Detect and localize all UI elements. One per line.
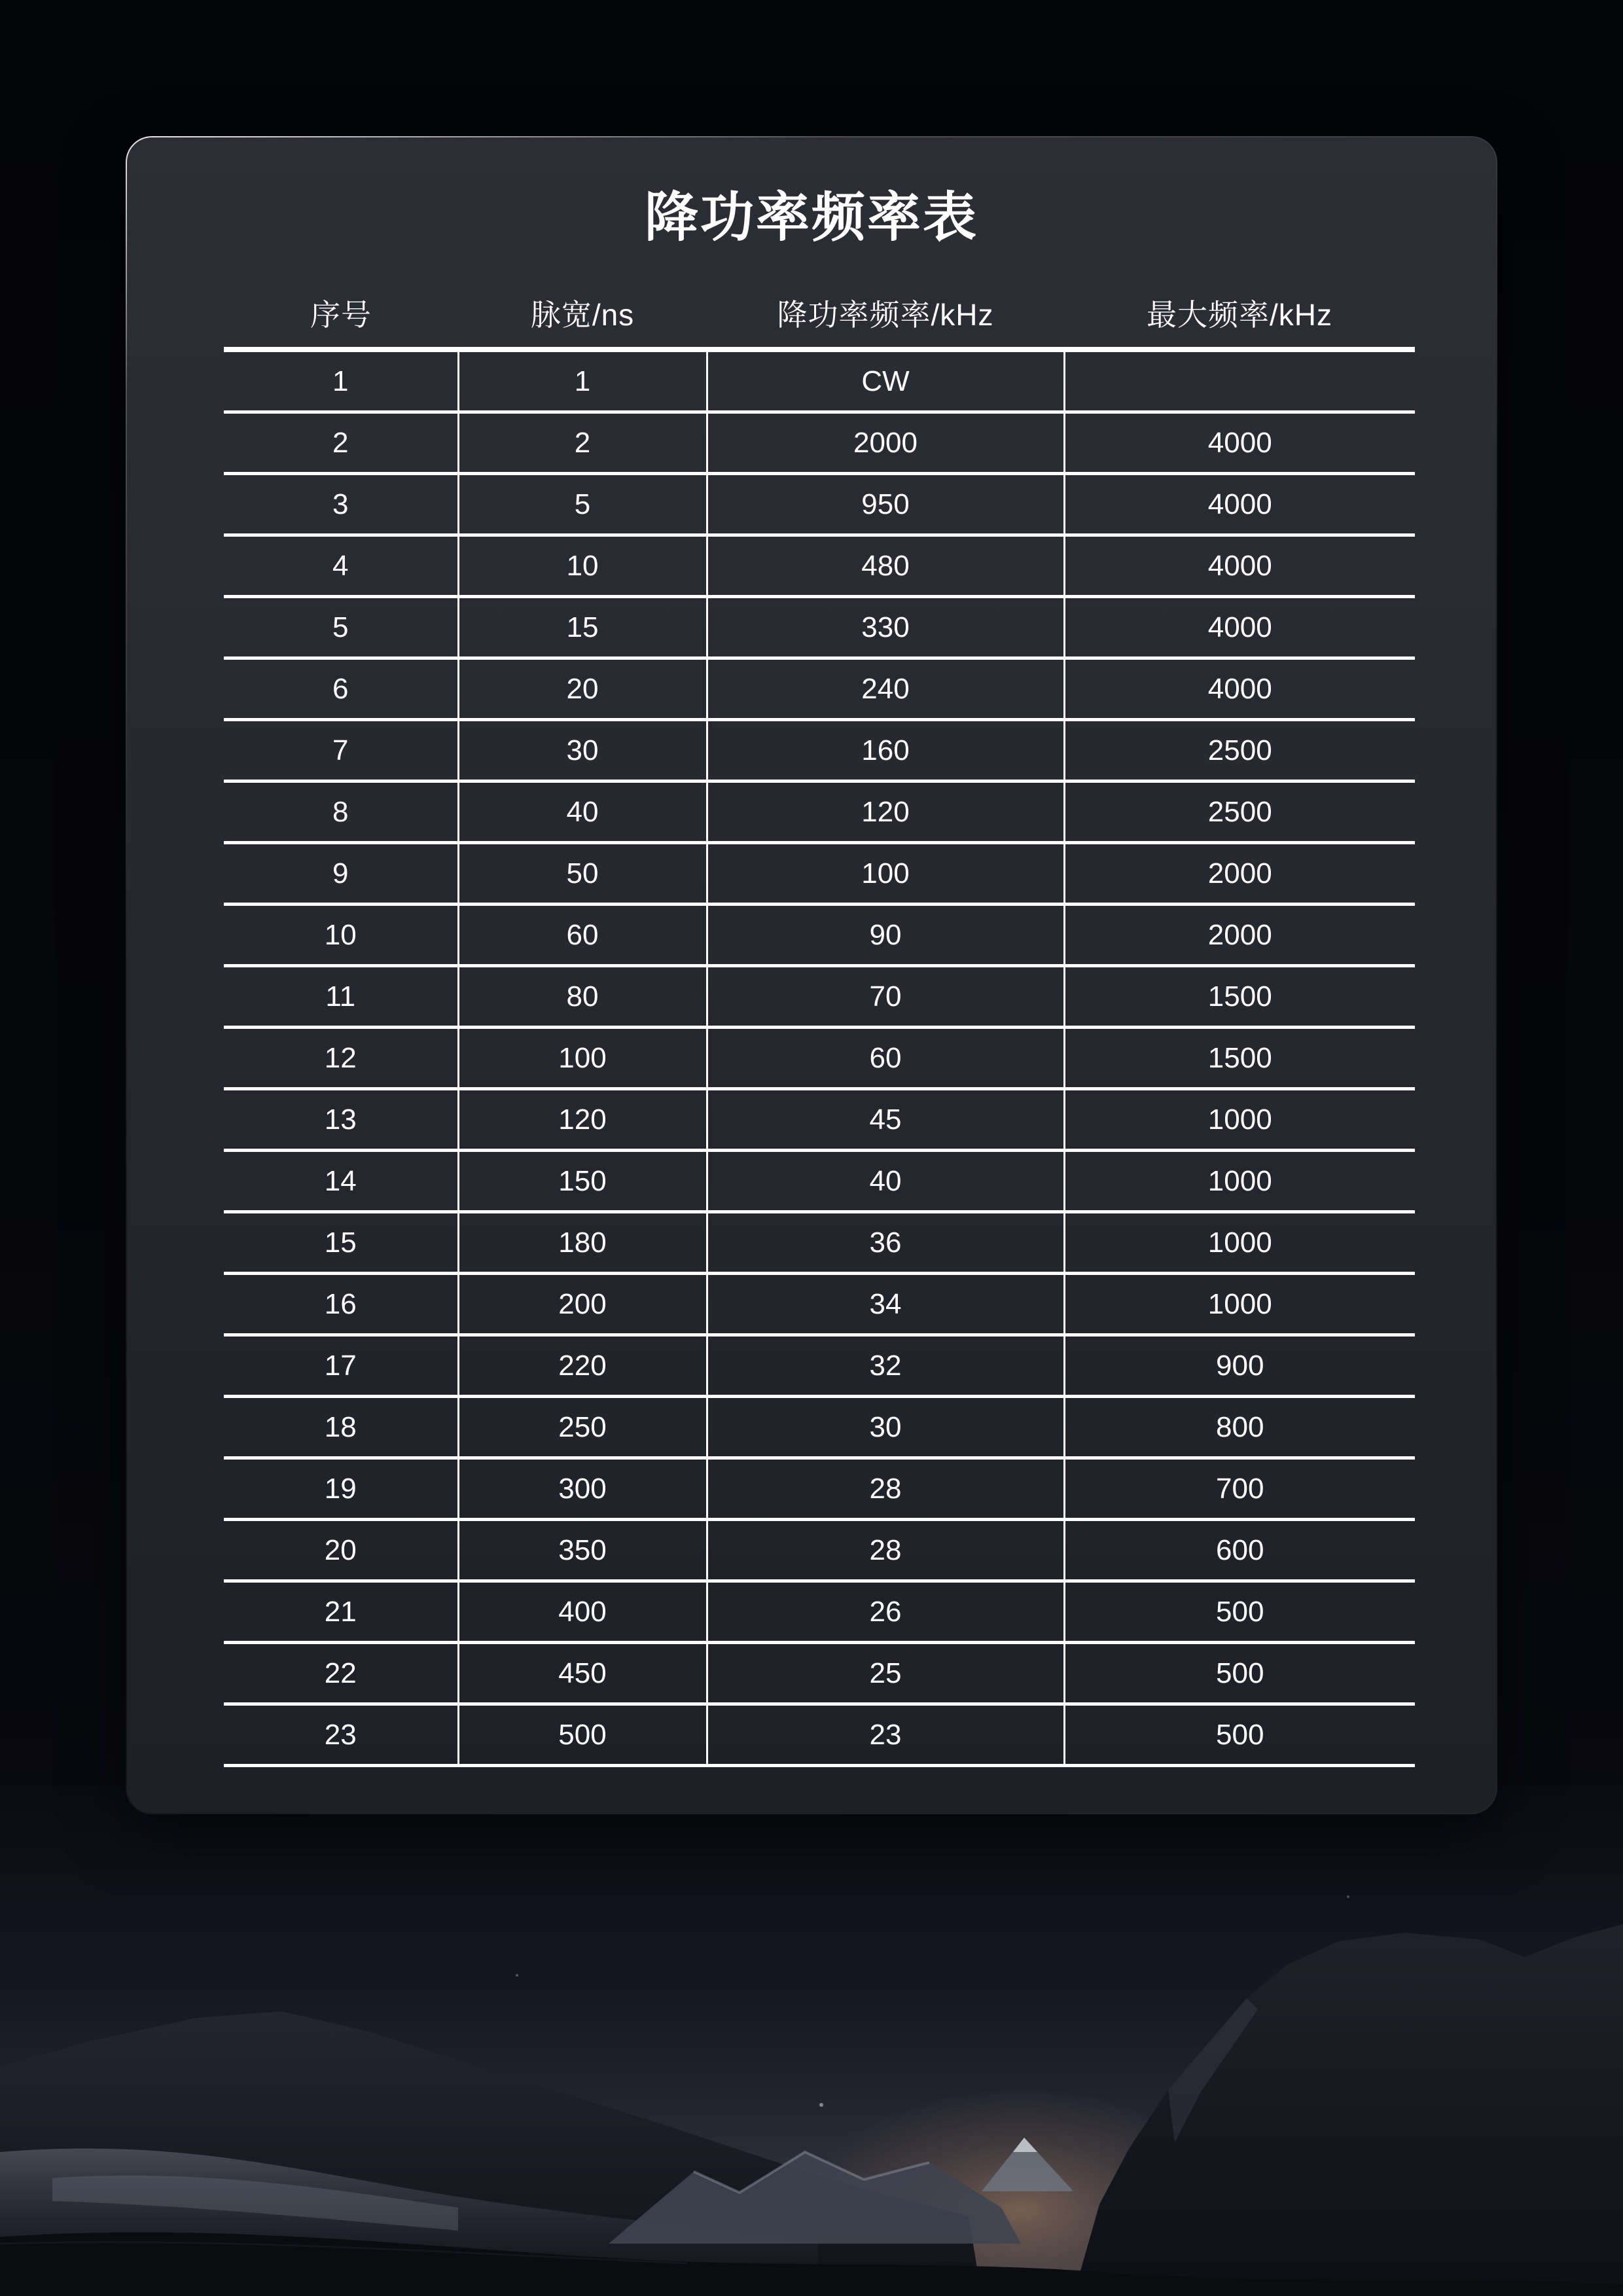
table-cell: 2 (224, 412, 458, 474)
table-cell: 4000 (1064, 535, 1415, 597)
table-cell: 1000 (1064, 1274, 1415, 1335)
table-cell: 10 (458, 535, 707, 597)
star (516, 1974, 518, 1977)
table-row (224, 1458, 1415, 1520)
table-cell: 40 (458, 781, 707, 843)
table-body (224, 350, 1415, 1766)
table-cell: 200 (458, 1274, 707, 1335)
mountain-landscape-art (0, 1785, 1623, 2296)
table-cell: 20 (224, 1520, 458, 1581)
table-row (224, 843, 1415, 905)
table-cell: 1000 (1064, 1151, 1415, 1212)
table-cell: 150 (458, 1151, 707, 1212)
header-cell: 最大频率/kHz (1064, 279, 1415, 350)
table-cell: 2000 (1064, 843, 1415, 905)
table-cell: 180 (458, 1212, 707, 1274)
table-cell: 28 (707, 1520, 1064, 1581)
table-cell: 160 (707, 720, 1064, 781)
table-cell: 25 (707, 1643, 1064, 1704)
table-cell: 40 (707, 1151, 1064, 1212)
table-cell: 9 (224, 843, 458, 905)
table-cell: 120 (458, 1089, 707, 1151)
table-cell: 220 (458, 1335, 707, 1397)
table-cell: CW (707, 350, 1064, 412)
table-cell: 4000 (1064, 597, 1415, 658)
table-cell: 10 (224, 905, 458, 966)
table-cell: 90 (707, 905, 1064, 966)
table-cell: 36 (707, 1212, 1064, 1274)
table-cell: 80 (458, 966, 707, 1028)
table-row (224, 1581, 1415, 1643)
table-cell: 330 (707, 597, 1064, 658)
table-cell: 1500 (1064, 966, 1415, 1028)
table-row (224, 1028, 1415, 1089)
table-cell: 480 (707, 535, 1064, 597)
table-row (224, 412, 1415, 474)
table-cell: 23 (224, 1704, 458, 1766)
table-row (224, 1212, 1415, 1274)
table-cell: 8 (224, 781, 458, 843)
table-cell: 18 (224, 1397, 458, 1458)
header-cell: 序号 (224, 279, 458, 350)
table-cell: 17 (224, 1335, 458, 1397)
table-cell: 300 (458, 1458, 707, 1520)
table-cell: 2000 (707, 412, 1064, 474)
table-cell: 2000 (1064, 905, 1415, 966)
table-cell: 32 (707, 1335, 1064, 1397)
table-row (224, 1643, 1415, 1704)
table-row (224, 350, 1415, 412)
star (1347, 1895, 1349, 1898)
table-cell: 50 (458, 843, 707, 905)
table-cell: 500 (1064, 1704, 1415, 1766)
table-cell (1064, 350, 1415, 412)
table-cell: 5 (458, 474, 707, 535)
table-cell: 100 (458, 1028, 707, 1089)
table-cell: 22 (224, 1643, 458, 1704)
table-row (224, 597, 1415, 658)
table-row (224, 1151, 1415, 1212)
table-cell: 600 (1064, 1520, 1415, 1581)
table-cell: 20 (458, 658, 707, 720)
table-cell: 2500 (1064, 781, 1415, 843)
table-cell: 12 (224, 1028, 458, 1089)
table-header-row (224, 279, 1415, 350)
table-cell: 13 (224, 1089, 458, 1151)
table-cell: 34 (707, 1274, 1064, 1335)
table-cell: 60 (707, 1028, 1064, 1089)
table-cell: 19 (224, 1458, 458, 1520)
table-cell: 60 (458, 905, 707, 966)
table-row (224, 1274, 1415, 1335)
table-cell: 120 (707, 781, 1064, 843)
table-row (224, 905, 1415, 966)
table-cell: 250 (458, 1397, 707, 1458)
table-cell: 950 (707, 474, 1064, 535)
table-cell: 6 (224, 658, 458, 720)
header-cell: 降功率频率/kHz (707, 279, 1064, 350)
table-cell: 500 (458, 1704, 707, 1766)
table-row (224, 966, 1415, 1028)
table-cell: 4000 (1064, 412, 1415, 474)
table-cell: 70 (707, 966, 1064, 1028)
derating-frequency-table (224, 279, 1415, 1767)
table-cell: 4 (224, 535, 458, 597)
table-cell: 100 (707, 843, 1064, 905)
star (819, 2103, 823, 2107)
table-cell: 350 (458, 1520, 707, 1581)
table-cell: 1 (458, 350, 707, 412)
table-row (224, 1704, 1415, 1766)
table-cell: 26 (707, 1581, 1064, 1643)
table-cell: 1000 (1064, 1212, 1415, 1274)
table-cell: 16 (224, 1274, 458, 1335)
table-row (224, 658, 1415, 720)
table-cell: 4000 (1064, 658, 1415, 720)
table-cell: 700 (1064, 1458, 1415, 1520)
table-row (224, 720, 1415, 781)
table-cell: 450 (458, 1643, 707, 1704)
table-cell: 15 (224, 1212, 458, 1274)
table-cell: 28 (707, 1458, 1064, 1520)
table-cell: 1 (224, 350, 458, 412)
table-cell: 23 (707, 1704, 1064, 1766)
table-cell: 21 (224, 1581, 458, 1643)
table-row (224, 781, 1415, 843)
table-cell: 1500 (1064, 1028, 1415, 1089)
table-cell: 14 (224, 1151, 458, 1212)
table-row (224, 535, 1415, 597)
table-cell: 900 (1064, 1335, 1415, 1397)
table-cell: 1000 (1064, 1089, 1415, 1151)
table-cell: 400 (458, 1581, 707, 1643)
table-cell: 5 (224, 597, 458, 658)
table-cell: 2500 (1064, 720, 1415, 781)
mountain-landscape-background (0, 1785, 1623, 2296)
table-row (224, 1089, 1415, 1151)
table-cell: 2 (458, 412, 707, 474)
table-cell: 30 (458, 720, 707, 781)
table-cell: 11 (224, 966, 458, 1028)
spec-card (126, 136, 1497, 1814)
table-cell: 800 (1064, 1397, 1415, 1458)
table-row (224, 1335, 1415, 1397)
table-cell: 240 (707, 658, 1064, 720)
table-cell: 500 (1064, 1643, 1415, 1704)
table-cell: 500 (1064, 1581, 1415, 1643)
table-cell: 45 (707, 1089, 1064, 1151)
table-row (224, 1397, 1415, 1458)
header-cell: 脉宽/ns (458, 279, 707, 350)
table-cell: 7 (224, 720, 458, 781)
page-title: 降功率频率表 (644, 188, 978, 247)
table-cell: 3 (224, 474, 458, 535)
table-row (224, 1520, 1415, 1581)
table-cell: 4000 (1064, 474, 1415, 535)
table-cell: 15 (458, 597, 707, 658)
table-row (224, 474, 1415, 535)
table-cell: 30 (707, 1397, 1064, 1458)
